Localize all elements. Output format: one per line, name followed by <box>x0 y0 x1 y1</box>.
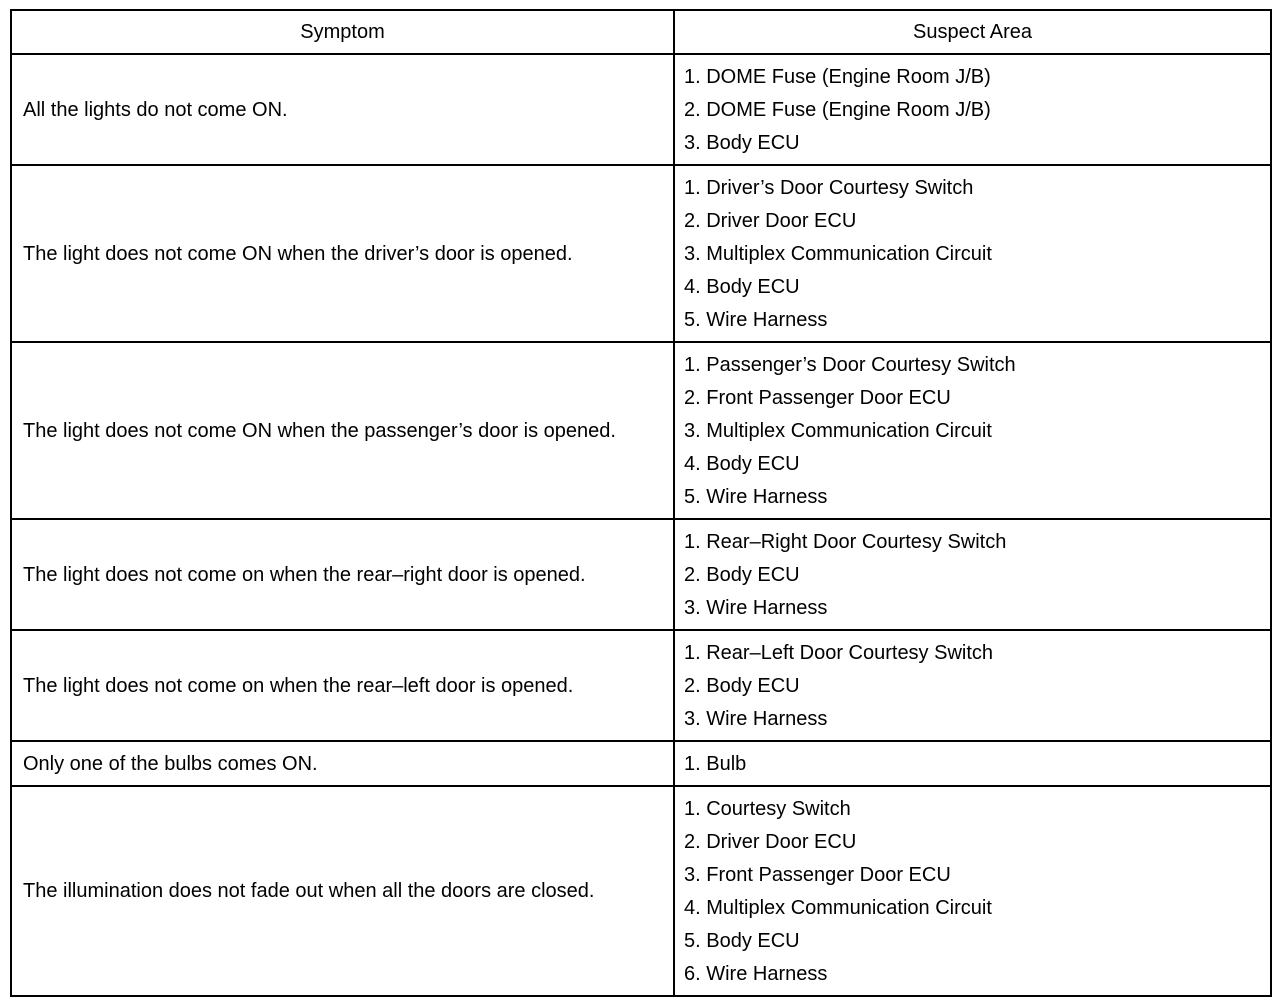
table-row <box>11 165 1271 342</box>
suspect-area-cell <box>674 630 1271 741</box>
suspect-item: 3. Body ECU <box>684 132 800 154</box>
suspect-item: 1. Bulb <box>684 753 747 775</box>
suspect-item: 2. Body ECU <box>684 564 800 586</box>
symptom-cell: The light does not come ON when the driver’s door is opened. <box>11 165 674 342</box>
symptom-cell: The light does not come ON when the passenger’s door is opened. <box>11 342 674 519</box>
table-row <box>11 519 1271 630</box>
symptom-cell: The light does not come on when the rear–right door is opened. <box>11 519 674 630</box>
suspect-item: 1. DOME Fuse (Engine Room J/B) <box>684 66 991 88</box>
symptom-cell: The illumination does not fade out when all the doors are closed. <box>11 786 674 996</box>
suspect-item: 5. Wire Harness <box>684 309 828 331</box>
header-row <box>11 10 1271 54</box>
suspect-item: 2. Body ECU <box>684 675 800 697</box>
suspect-area-cell <box>674 54 1271 165</box>
suspect-item: 3. Wire Harness <box>684 708 828 730</box>
suspect-item: 3. Multiplex Communication Circuit <box>684 420 992 442</box>
suspect-item: 1. Passenger’s Door Courtesy Switch <box>684 354 1016 376</box>
symptom-cell: All the lights do not come ON. <box>11 54 674 165</box>
symptom-column-header: Symptom <box>11 10 674 54</box>
suspect-area-column-header: Suspect Area <box>674 10 1271 54</box>
suspect-item: 4. Body ECU <box>684 276 800 298</box>
suspect-item: 4. Body ECU <box>684 453 800 475</box>
suspect-item: 2. DOME Fuse (Engine Room J/B) <box>684 99 991 121</box>
table-row <box>11 786 1271 996</box>
suspect-item: 2. Driver Door ECU <box>684 210 857 232</box>
suspect-item: 2. Front Passenger Door ECU <box>684 387 951 409</box>
suspect-item: 2. Driver Door ECU <box>684 831 857 853</box>
table-row <box>11 342 1271 519</box>
suspect-item: 5. Body ECU <box>684 930 800 952</box>
suspect-area-cell <box>674 342 1271 519</box>
suspect-area-cell <box>674 786 1271 996</box>
suspect-item: 4. Multiplex Communication Circuit <box>684 897 992 919</box>
suspect-item: 1. Rear–Right Door Courtesy Switch <box>684 531 1007 553</box>
suspect-item: 3. Front Passenger Door ECU <box>684 864 951 886</box>
troubleshooting-table <box>10 9 1272 997</box>
suspect-area-cell <box>674 741 1271 786</box>
table-row <box>11 630 1271 741</box>
suspect-item: 1. Rear–Left Door Courtesy Switch <box>684 642 994 664</box>
suspect-item: 3. Multiplex Communication Circuit <box>684 243 992 265</box>
suspect-item: 5. Wire Harness <box>684 486 828 508</box>
symptom-cell: The light does not come on when the rear–left door is opened. <box>11 630 674 741</box>
table-row <box>11 54 1271 165</box>
suspect-item: 1. Driver’s Door Courtesy Switch <box>684 177 974 199</box>
suspect-item: 1. Courtesy Switch <box>684 798 851 820</box>
table-row <box>11 741 1271 786</box>
symptom-cell: Only one of the bulbs comes ON. <box>11 741 674 786</box>
suspect-area-cell <box>674 519 1271 630</box>
suspect-item: 3. Wire Harness <box>684 597 828 619</box>
suspect-item: 6. Wire Harness <box>684 963 828 985</box>
suspect-area-cell <box>674 165 1271 342</box>
table-body <box>11 54 1271 996</box>
